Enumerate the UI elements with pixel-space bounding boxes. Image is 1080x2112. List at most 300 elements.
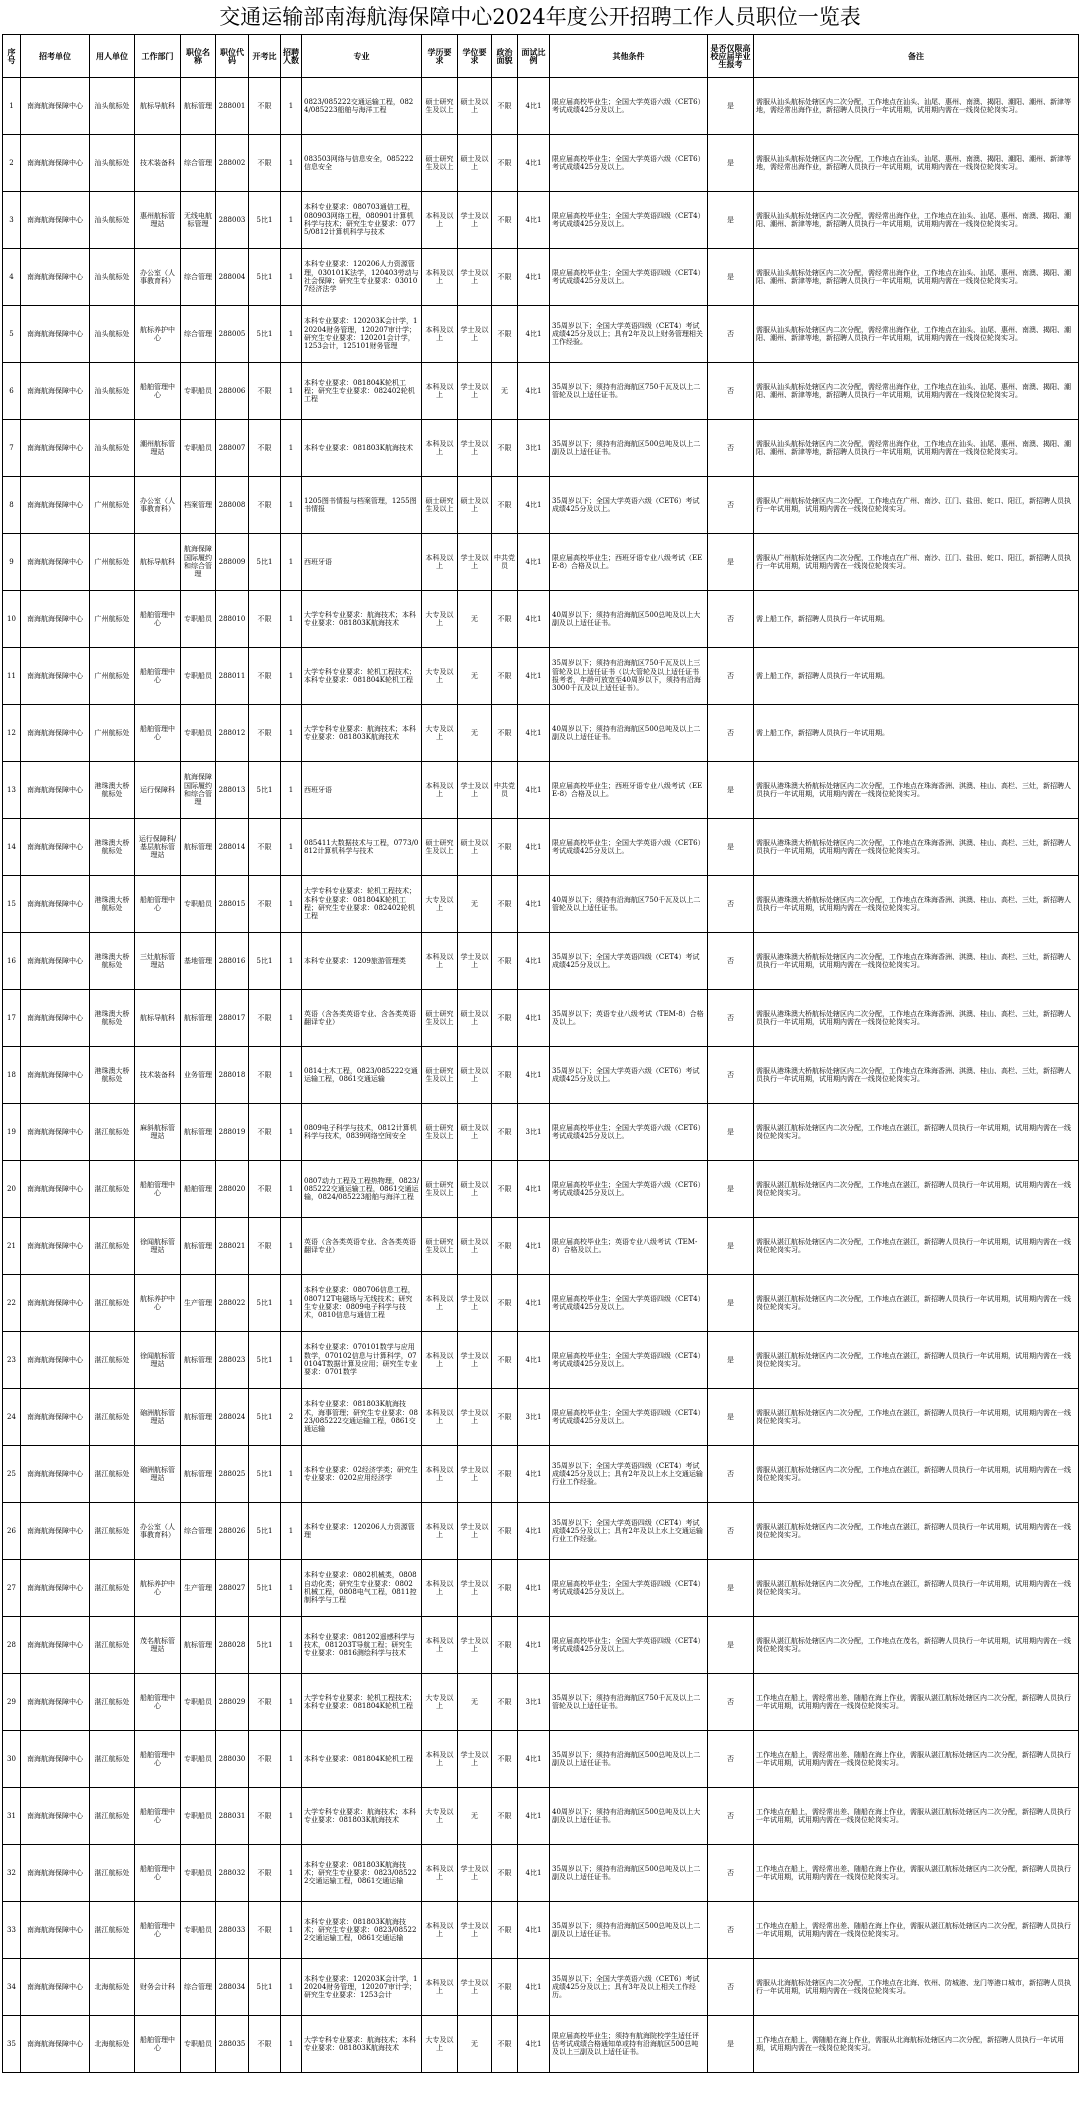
table-cell: 硕士研究生及以上 [422, 78, 458, 135]
table-cell: 航海保障国际履约和综合管理 [181, 534, 216, 591]
table-cell: 本科及以上 [422, 762, 458, 819]
table-cell: 需上船工作，新招聘人员执行一年试用期。 [754, 648, 1079, 705]
table-cell: 5比1 [249, 933, 281, 990]
table-cell: 不限 [249, 1731, 281, 1788]
table-cell: 船舶管理 [181, 1161, 216, 1218]
table-cell: 本科及以上 [422, 1845, 458, 1902]
table-cell: 中共党员 [492, 534, 518, 591]
table-cell: 288014 [216, 819, 249, 876]
table-cell: 财务会计科 [135, 1959, 181, 2016]
table-cell: 35周岁以下；全国大学英语四级（CET4）考试成绩425分及以上；具有2年及以上财务管理相关工作经验。 [550, 306, 708, 363]
table-cell: 专职船员 [181, 876, 216, 933]
table-cell: 南海航海保障中心 [21, 1104, 90, 1161]
table-cell: 茂名航标管理站 [135, 1617, 181, 1674]
table-cell: 1 [281, 1845, 302, 1902]
table-cell: 硕士及以上 [458, 1047, 492, 1104]
table-cell: 南海航海保障中心 [21, 819, 90, 876]
table-cell: 西班牙语 [302, 762, 422, 819]
table-cell: 1 [281, 705, 302, 762]
table-cell: 需服从湛江航标处辖区内二次分配，工作地点在湛江，新招聘人员执行一年试用期，试用期内需在一线岗位轮岗实习。 [754, 1275, 1079, 1332]
table-cell: 1 [281, 1275, 302, 1332]
table-cell: 4比1 [518, 1161, 550, 1218]
column-header: 招考单位 [21, 35, 90, 78]
table-cell: 航标养护中心 [135, 1275, 181, 1332]
table-cell: 需服从汕头航标处辖区内二次分配，工作地点在汕头、汕尾、惠州、南澳、揭阳、潮阳、潮州、新津等地，需经常出海作业，新招聘人员执行一年试用期，试用期内需在一线岗位轮岗实习。 [754, 78, 1079, 135]
table-cell: 综合管理 [181, 1503, 216, 1560]
table-cell: 南海航海保障中心 [21, 1674, 90, 1731]
table-cell: 288003 [216, 192, 249, 249]
table-cell: 4比1 [518, 2016, 550, 2073]
table-cell: 288001 [216, 78, 249, 135]
table-cell: 4比1 [518, 1446, 550, 1503]
table-cell: 288029 [216, 1674, 249, 1731]
table-cell: 不限 [249, 2016, 281, 2073]
table-cell: 硇洲航标管理站 [135, 1446, 181, 1503]
table-cell: 不限 [492, 135, 518, 192]
table-cell: 是 [708, 1560, 754, 1617]
table-cell: 16 [3, 933, 21, 990]
table-cell: 南海航海保障中心 [21, 192, 90, 249]
table-cell: 英语（含各类英语专业、含各类英语翻译专业） [302, 990, 422, 1047]
table-cell: 4比1 [518, 1788, 550, 1845]
table-cell: 4比1 [518, 705, 550, 762]
table-cell: 汕头航标处 [90, 420, 135, 477]
table-cell: 是 [708, 819, 754, 876]
table-cell: 南海航海保障中心 [21, 1617, 90, 1674]
table-cell: 288005 [216, 306, 249, 363]
table-cell: 35周岁以下；英语专业八级考试（TEM-8）合格及以上。 [550, 990, 708, 1047]
table-cell: 4比1 [518, 1560, 550, 1617]
table-cell: 1 [281, 135, 302, 192]
table-cell: 航标养护中心 [135, 1560, 181, 1617]
column-header: 是否仅限高校应届毕业生报考 [708, 35, 754, 78]
table-cell: 南海航海保障中心 [21, 1560, 90, 1617]
table-row [3, 933, 1079, 990]
table-cell: 288016 [216, 933, 249, 990]
table-cell: 南海航海保障中心 [21, 420, 90, 477]
table-cell: 4比1 [518, 648, 550, 705]
table-cell: 17 [3, 990, 21, 1047]
table-cell: 288031 [216, 1788, 249, 1845]
table-cell: 大专及以上 [422, 648, 458, 705]
table-cell: 否 [708, 1446, 754, 1503]
table-cell: 需服从汕头航标处辖区内二次分配，需经常出海作业，工作地点在汕头、汕尾、惠州、南澳、揭阳、潮阳、潮州、新津等地，新招聘人员执行一年试用期，试用期内需在一线岗位轮岗实习。 [754, 306, 1079, 363]
table-cell: 航标管理 [181, 1332, 216, 1389]
table-cell: 硕士及以上 [458, 1104, 492, 1161]
table-cell: 否 [708, 306, 754, 363]
table-cell: 是 [708, 762, 754, 819]
table-cell: 硕士研究生及以上 [422, 819, 458, 876]
table-cell: 运行保障科/基层航标管理站 [135, 819, 181, 876]
table-row [3, 2016, 1079, 2073]
table-cell: 35周岁以下；须持有沿海航区750千瓦及以上二管轮及以上适任证书。 [550, 1674, 708, 1731]
table-cell: 无 [458, 591, 492, 648]
table-cell: 技术装备科 [135, 1047, 181, 1104]
table-cell: 40周岁以下；须持有沿海航区500总吨及以上大副及以上适任证书。 [550, 591, 708, 648]
table-cell: 本科及以上 [422, 363, 458, 420]
table-cell: 南海航海保障中心 [21, 591, 90, 648]
table-cell: 288015 [216, 876, 249, 933]
table-cell: 否 [708, 1902, 754, 1959]
table-cell: 4比1 [518, 1902, 550, 1959]
table-cell: 生产管理 [181, 1275, 216, 1332]
table-cell: 4比1 [518, 363, 550, 420]
table-cell: 船舶管理中心 [135, 2016, 181, 2073]
table-cell: 4比1 [518, 591, 550, 648]
table-cell: 工作地点在船上，需经常出差、随船在海上作业，需服从湛江航标处辖区内二次分配，新招聘人员执行一年试用期，试用期内需在一线岗位轮岗实习。 [754, 1674, 1079, 1731]
table-body [3, 78, 1079, 2073]
table-cell: 40周岁以下；须持有沿海航区500总吨及以上大副及以上适任证书。 [550, 1788, 708, 1845]
table-row [3, 534, 1079, 591]
table-cell: 广州航标处 [90, 477, 135, 534]
table-cell: 硕士及以上 [458, 78, 492, 135]
table-cell: 本科及以上 [422, 306, 458, 363]
table-cell: 1 [3, 78, 21, 135]
table-cell: 学士及以上 [458, 1731, 492, 1788]
table-cell: 本科及以上 [422, 1332, 458, 1389]
table-cell: 288022 [216, 1275, 249, 1332]
table-cell: 航标管理 [181, 819, 216, 876]
table-cell: 本科专业要求：081202遥感科学与技术，081203T导航工程；研究生专业要求：0816测绘科学与技术 [302, 1617, 422, 1674]
table-cell: 不限 [492, 876, 518, 933]
table-cell: 本科专业要求：081803K航海技术，海事管理；研究生专业要求：0823/085222交通运输工程，0861交通运输 [302, 1389, 422, 1446]
table-cell: 三灶航标管理站 [135, 933, 181, 990]
table-cell: 大学专科专业要求：轮机工程技术；本科专业要求：081804K轮机工程；研究生专业要求：082402轮机工程 [302, 876, 422, 933]
table-cell: 港珠澳大桥航标处 [90, 819, 135, 876]
table-cell: 5比1 [249, 192, 281, 249]
column-header: 政治面貌 [492, 35, 518, 78]
table-cell: 33 [3, 1902, 21, 1959]
table-cell: 不限 [492, 1959, 518, 2016]
table-cell: 6 [3, 363, 21, 420]
table-cell: 5比1 [249, 1503, 281, 1560]
table-cell: 否 [708, 591, 754, 648]
table-cell: 湛江航标处 [90, 1674, 135, 1731]
table-cell: 限应届高校毕业生；全国大学英语四级（CET4）考试成绩425分及以上。 [550, 1560, 708, 1617]
table-cell: 港珠澳大桥航标处 [90, 1047, 135, 1104]
table-cell: 不限 [249, 477, 281, 534]
table-cell: 0823/085222交通运输工程，0824/085223船舶与海洋工程 [302, 78, 422, 135]
table-cell: 学士及以上 [458, 1845, 492, 1902]
table-cell: 航标管理 [181, 78, 216, 135]
table-cell: 28 [3, 1617, 21, 1674]
table-cell: 南海航海保障中心 [21, 1446, 90, 1503]
table-cell: 1 [281, 78, 302, 135]
table-cell: 35周岁以下；须持有沿海航区500总吨及以上二副及以上适任证书。 [550, 1902, 708, 1959]
table-cell: 湛江航标处 [90, 1161, 135, 1218]
table-cell: 不限 [249, 1104, 281, 1161]
table-cell: 不限 [249, 135, 281, 192]
table-cell: 南海航海保障中心 [21, 1047, 90, 1104]
table-cell: 1 [281, 1788, 302, 1845]
table-row [3, 249, 1079, 306]
table-cell: 不限 [492, 819, 518, 876]
table-cell: 学士及以上 [458, 1560, 492, 1617]
table-cell: 限应届高校毕业生；西班牙语专业八级考试（EEE-8）合格及以上。 [550, 534, 708, 591]
table-cell: 5比1 [249, 1617, 281, 1674]
table-cell: 4比1 [518, 192, 550, 249]
table-cell: 硕士及以上 [458, 819, 492, 876]
table-cell: 1 [281, 420, 302, 477]
table-cell: 不限 [492, 1788, 518, 1845]
table-cell: 5比1 [249, 306, 281, 363]
table-cell: 南海航海保障中心 [21, 876, 90, 933]
table-cell: 办公室（人事教育科） [135, 477, 181, 534]
table-cell: 本科及以上 [422, 192, 458, 249]
table-cell: 专职船员 [181, 363, 216, 420]
table-cell: 否 [708, 1845, 754, 1902]
table-row [3, 591, 1079, 648]
table-cell: 5比1 [249, 762, 281, 819]
table-row [3, 990, 1079, 1047]
table-cell: 大学专科专业要求：航海技术；本科专业要求：081803K航海技术 [302, 705, 422, 762]
table-cell: 南海航海保障中心 [21, 1959, 90, 2016]
table-cell: 288010 [216, 591, 249, 648]
table-cell: 专职船员 [181, 1902, 216, 1959]
table-cell: 1 [281, 249, 302, 306]
table-cell: 本科及以上 [422, 1731, 458, 1788]
table-row [3, 648, 1079, 705]
table-cell: 不限 [492, 1047, 518, 1104]
table-cell: 288018 [216, 1047, 249, 1104]
table-cell: 需服从湛江航标处辖区内二次分配，工作地点在湛江，新招聘人员执行一年试用期，试用期内需在一线岗位轮岗实习。 [754, 1560, 1079, 1617]
table-cell: 综合管理 [181, 306, 216, 363]
table-cell: 需服从湛江航标处辖区内二次分配，工作地点在湛江，新招聘人员执行一年试用期，试用期内需在一线岗位轮岗实习。 [754, 1503, 1079, 1560]
table-cell: 本科专业要求：1209旅游管理类 [302, 933, 422, 990]
table-cell: 1 [281, 819, 302, 876]
table-cell: 学士及以上 [458, 1332, 492, 1389]
table-cell: 学士及以上 [458, 420, 492, 477]
table-cell: 13 [3, 762, 21, 819]
table-cell: 是 [708, 1389, 754, 1446]
table-cell: 广州航标处 [90, 705, 135, 762]
header-row [3, 35, 1079, 78]
column-header: 序号 [3, 35, 21, 78]
table-cell: 4 [3, 249, 21, 306]
table-cell: 汕头航标处 [90, 192, 135, 249]
table-cell: 4比1 [518, 1332, 550, 1389]
table-cell: 学士及以上 [458, 1503, 492, 1560]
table-cell: 是 [708, 1275, 754, 1332]
table-cell: 288019 [216, 1104, 249, 1161]
table-cell: 南海航海保障中心 [21, 933, 90, 990]
table-cell: 1 [281, 1674, 302, 1731]
table-cell: 1 [281, 1560, 302, 1617]
table-cell: 大专及以上 [422, 876, 458, 933]
table-cell: 大专及以上 [422, 705, 458, 762]
table-cell: 船舶管理中心 [135, 1731, 181, 1788]
table-cell: 大学专科专业要求：轮机工程技术；本科专业要求：081804K轮机工程 [302, 1674, 422, 1731]
table-cell: 本科专业要求：080706信息工程，080712T电磁场与无线技术；研究生专业要求：0809电子科学与技术，0810信息与通信工程 [302, 1275, 422, 1332]
table-cell: 船舶管理中心 [135, 363, 181, 420]
table-cell: 英语（含各类英语专业、含各类英语翻译专业） [302, 1218, 422, 1275]
table-cell: 1 [281, 1218, 302, 1275]
table-cell: 4比1 [518, 876, 550, 933]
table-row [3, 477, 1079, 534]
table-cell: 1 [281, 591, 302, 648]
table-cell: 学士及以上 [458, 192, 492, 249]
table-cell: 1 [281, 534, 302, 591]
table-cell: 限应届高校毕业生；全国大学英语六级（CET6）考试成绩425分及以上。 [550, 135, 708, 192]
table-cell: 1 [281, 1902, 302, 1959]
table-cell: 硕士研究生及以上 [422, 1218, 458, 1275]
table-cell: 22 [3, 1275, 21, 1332]
table-cell: 汕头航标处 [90, 306, 135, 363]
table-cell: 3比1 [518, 420, 550, 477]
table-cell: 船舶管理中心 [135, 1161, 181, 1218]
table-cell: 31 [3, 1788, 21, 1845]
table-cell: 生产管理 [181, 1560, 216, 1617]
table-cell: 限应届高校毕业生；全国大学英语六级（CET6）考试成绩425分及以上。 [550, 819, 708, 876]
table-cell: 专职船员 [181, 1674, 216, 1731]
table-cell: 35周岁以下；须持有沿海航区500总吨及以上二副及以上适任证书。 [550, 1731, 708, 1788]
table-cell: 288028 [216, 1617, 249, 1674]
table-cell: 不限 [492, 477, 518, 534]
table-cell: 需服从湛江航标处辖区内二次分配，工作地点在湛江，新招聘人员执行一年试用期，试用期内需在一线岗位轮岗实习。 [754, 1218, 1079, 1275]
table-cell: 南海航海保障中心 [21, 534, 90, 591]
table-cell: 麻斜航标管理站 [135, 1104, 181, 1161]
table-row [3, 1560, 1079, 1617]
table-cell: 湛江航标处 [90, 1446, 135, 1503]
table-cell: 288025 [216, 1446, 249, 1503]
table-cell: 本科专业要求：081804K轮机工程；研究生专业要求：082402轮机工程 [302, 363, 422, 420]
table-cell: 技术装备科 [135, 135, 181, 192]
table-cell: 学士及以上 [458, 1959, 492, 2016]
table-cell: 无 [458, 648, 492, 705]
table-cell: 南海航海保障中心 [21, 249, 90, 306]
table-cell: 20 [3, 1161, 21, 1218]
table-cell: 35周岁以下；全国大学英语四级（CET4）考试成绩425分及以上。 [550, 933, 708, 990]
table-cell: 无 [492, 363, 518, 420]
table-cell: 不限 [249, 990, 281, 1047]
positions-table [2, 34, 1079, 2073]
column-header: 工作部门 [135, 35, 181, 78]
table-cell: 中共党员 [492, 762, 518, 819]
table-cell: 否 [708, 648, 754, 705]
table-cell: 不限 [492, 1104, 518, 1161]
table-cell: 否 [708, 1503, 754, 1560]
table-cell: 0814土木工程，0823/085222交通运输工程，0861交通运输 [302, 1047, 422, 1104]
table-cell: 35周岁以下；全国大学英语四级（CET4）考试成绩425分及以上；具有2年及以上水上交通运输行业工作经验。 [550, 1503, 708, 1560]
table-cell: 4比1 [518, 1218, 550, 1275]
table-cell: 288021 [216, 1218, 249, 1275]
table-cell: 3比1 [518, 1389, 550, 1446]
table-cell: 办公室（人事教育科） [135, 249, 181, 306]
table-cell: 需服从港珠澳大桥航标处辖区内二次分配，工作地点在珠海香洲、淇澳、桂山、高栏、三灶，新招聘人员执行一年试用期，试用期内需在一线岗位轮岗实习。 [754, 876, 1079, 933]
table-cell: 1 [281, 2016, 302, 2073]
table-cell: 288026 [216, 1503, 249, 1560]
table-cell: 9 [3, 534, 21, 591]
table-cell: 硕士研究生及以上 [422, 990, 458, 1047]
table-cell: 288035 [216, 2016, 249, 2073]
table-cell: 4比1 [518, 933, 550, 990]
table-cell: 4比1 [518, 477, 550, 534]
table-cell: 需服从湛江航标处辖区内二次分配，工作地点在湛江，新招聘人员执行一年试用期，试用期内需在一线岗位轮岗实习。 [754, 1332, 1079, 1389]
table-cell: 限应届高校毕业生；全国大学英语四级（CET4）考试成绩425分及以上。 [550, 1389, 708, 1446]
table-cell: 无 [458, 1674, 492, 1731]
table-cell: 8 [3, 477, 21, 534]
table-cell: 需服从湛江航标处辖区内二次分配，工作地点在湛江，新招聘人员执行一年试用期，试用期内需在一线岗位轮岗实习。 [754, 1104, 1079, 1161]
table-cell: 港珠澳大桥航标处 [90, 762, 135, 819]
table-cell: 航标管理 [181, 1446, 216, 1503]
table-cell: 学士及以上 [458, 534, 492, 591]
table-cell: 1 [281, 1104, 302, 1161]
table-row [3, 876, 1079, 933]
table-cell: 1 [281, 1047, 302, 1104]
table-cell: 广州航标处 [90, 648, 135, 705]
table-cell: 需服从汕头航标处辖区内二次分配，需经常出海作业，工作地点在汕头、汕尾、惠州、南澳、揭阳、潮阳、潮州、新津等地，新招聘人员执行一年试用期，试用期内需在一线岗位轮岗实习。 [754, 192, 1079, 249]
table-cell: 专职船员 [181, 1731, 216, 1788]
table-cell: 无 [458, 1788, 492, 1845]
table-cell: 南海航海保障中心 [21, 990, 90, 1047]
table-cell: 专职船员 [181, 1845, 216, 1902]
table-cell: 硕士及以上 [458, 135, 492, 192]
table-cell: 需服从湛江航标处辖区内二次分配，工作地点在湛江，新招聘人员执行一年试用期，试用期内需在一线岗位轮岗实习。 [754, 1389, 1079, 1446]
table-cell: 是 [708, 1161, 754, 1218]
table-cell: 5比1 [249, 1560, 281, 1617]
table-cell: 工作地点在船上，需经常出差、随船在海上作业，需服从湛江航标处辖区内二次分配，新招聘人员执行一年试用期，试用期内需在一线岗位轮岗实习。 [754, 1902, 1079, 1959]
table-cell: 需服从湛江航标处辖区内二次分配，工作地点在湛江，新招聘人员执行一年试用期，试用期内需在一线岗位轮岗实习。 [754, 1161, 1079, 1218]
table-cell: 288006 [216, 363, 249, 420]
table-cell: 21 [3, 1218, 21, 1275]
table-cell: 湛江航标处 [90, 1788, 135, 1845]
table-cell: 工作地点在船上，需经常出差、随船在海上作业，需服从湛江航标处辖区内二次分配，新招聘人员执行一年试用期，试用期内需在一线岗位轮岗实习。 [754, 1731, 1079, 1788]
table-cell: 不限 [492, 1902, 518, 1959]
table-cell: 0807动力工程及工程热物理，0823/085222交通运输工程，0861交通运输，0824/085223船舶与海洋工程 [302, 1161, 422, 1218]
table-row [3, 135, 1079, 192]
table-cell: 办公室（人事教育科） [135, 1503, 181, 1560]
table-row [3, 1104, 1079, 1161]
column-header: 专业 [302, 35, 422, 78]
table-cell: 2 [281, 1389, 302, 1446]
table-cell: 不限 [492, 1617, 518, 1674]
table-cell: 不限 [492, 1389, 518, 1446]
table-cell: 硕士及以上 [458, 1218, 492, 1275]
table-cell: 本科及以上 [422, 1617, 458, 1674]
table-cell: 否 [708, 1788, 754, 1845]
table-cell: 4比1 [518, 1845, 550, 1902]
table-cell: 南海航海保障中心 [21, 762, 90, 819]
column-header: 备注 [754, 35, 1079, 78]
table-cell: 不限 [249, 591, 281, 648]
table-cell: 硕士研究生及以上 [422, 1104, 458, 1161]
table-cell: 限应届高校毕业生；全国大学英语四级（CET4）考试成绩425分及以上。 [550, 1617, 708, 1674]
table-cell: 南海航海保障中心 [21, 648, 90, 705]
table-cell: 本科及以上 [422, 1446, 458, 1503]
table-cell: 需服从广州航标处辖区内二次分配，工作地点在广州、南沙、江门、盐田、蛇口、阳江，新招聘人员执行一年试用期，试用期内需在一线岗位轮岗实习。 [754, 534, 1079, 591]
table-cell: 需服从汕头航标处辖区内二次分配，需经常出海作业，工作地点在汕头、汕尾、惠州、南澳、揭阳、潮阳、潮州、新津等地，新招聘人员执行一年试用期，试用期内需在一线岗位轮岗实习。 [754, 249, 1079, 306]
table-cell: 不限 [249, 648, 281, 705]
table-cell: 广州航标处 [90, 591, 135, 648]
table-cell: 需上船工作，新招聘人员执行一年试用期。 [754, 591, 1079, 648]
table-cell: 1 [281, 306, 302, 363]
table-cell: 专职船员 [181, 648, 216, 705]
table-row [3, 306, 1079, 363]
table-cell: 不限 [492, 1218, 518, 1275]
table-cell: 需服从港珠澳大桥航标处辖区内二次分配，工作地点在珠海香洲、淇澳、桂山、高栏、三灶，新招聘人员执行一年试用期，试用期内需在一线岗位轮岗实习。 [754, 762, 1079, 819]
table-cell: 本科专业要求：120206人力资源管理，030101K法学，120403劳动与社会保障；研究生专业要求：030107经济法学 [302, 249, 422, 306]
table-cell: 本科专业要求：02经济学类；研究生专业要求：0202应用经济学 [302, 1446, 422, 1503]
table-cell: 否 [708, 1047, 754, 1104]
table-cell: 288012 [216, 705, 249, 762]
table-cell: 硕士及以上 [458, 477, 492, 534]
table-cell: 5比1 [249, 1332, 281, 1389]
table-cell: 档案管理 [181, 477, 216, 534]
table-cell: 港珠澳大桥航标处 [90, 933, 135, 990]
table-cell: 航标管理 [181, 1617, 216, 1674]
table-row [3, 1902, 1079, 1959]
table-cell: 35周岁以下；须持有沿海航区750千瓦及以上二管轮及以上适任证书。 [550, 363, 708, 420]
